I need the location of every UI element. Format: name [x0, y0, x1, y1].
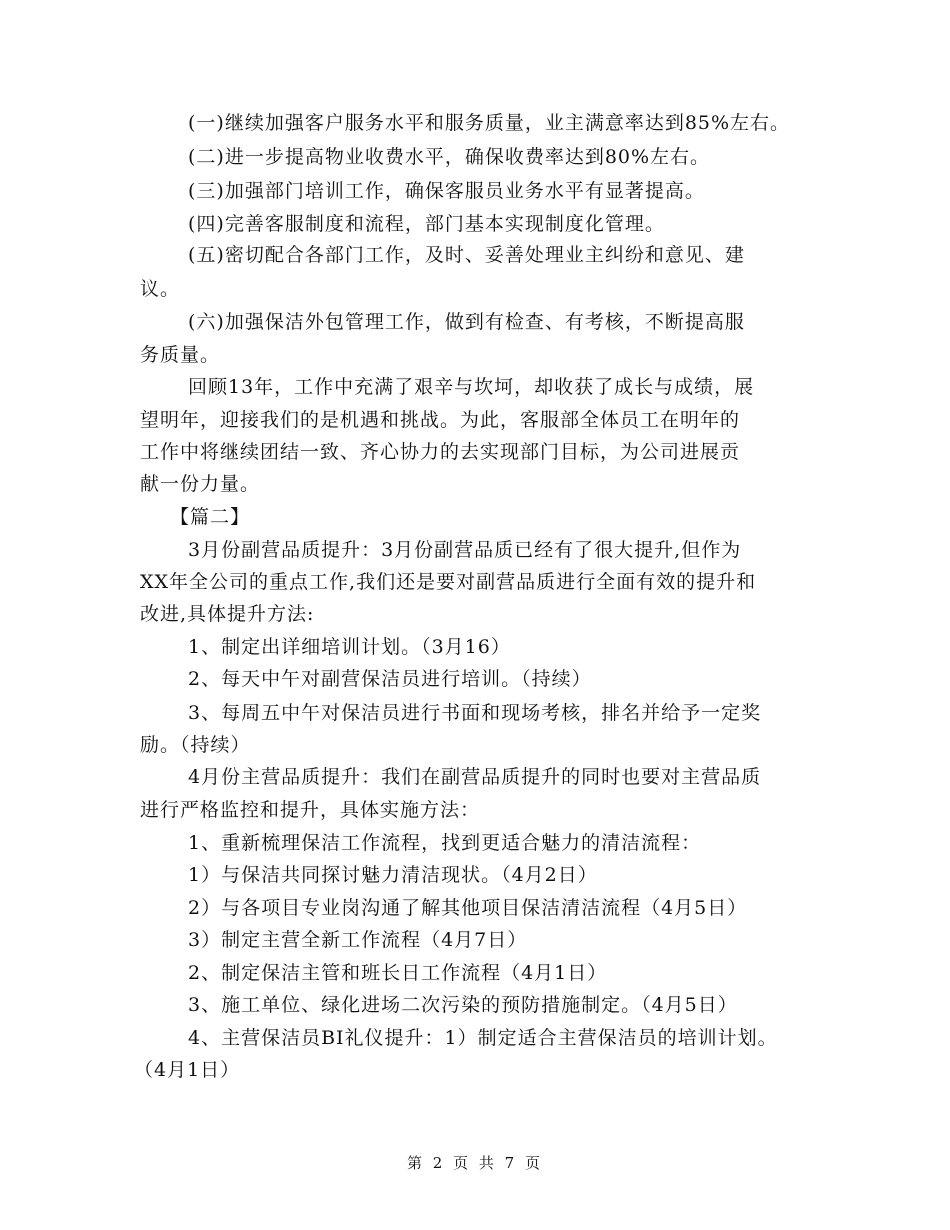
paragraph-line: 4月份主营品质提升：我们在副营品质提升的同时也要对主营品质	[188, 766, 762, 788]
paragraph-line: 进行严格监控和提升，具体实施方法：	[140, 799, 481, 821]
list-item: 1、制定出详细培训计划。（3月16）	[188, 636, 511, 658]
section-heading: 【篇二】	[170, 506, 251, 528]
paragraph-line: (四)完善客服制度和流程，部门基本实现制度化管理。	[188, 213, 665, 235]
paragraph-line: (二)进一步提高物业收费水平，确保收费率达到80%左右。	[188, 146, 711, 168]
list-item: 3、每周五中午对保洁员进行书面和现场考核，排名并给予一定奖	[188, 702, 762, 724]
list-item: 3）制定主营全新工作流程（4月7日）	[188, 929, 528, 951]
paragraph-line: XX年全公司的重点工作,我们还是要对副营品质进行全面有效的提升和	[140, 571, 757, 593]
paragraph-line: 务质量。	[140, 344, 221, 366]
page-footer: 第 2 页 共 7 页	[407, 1154, 543, 1172]
paragraph-line: 议。	[140, 278, 181, 300]
paragraph-line: 改进,具体提升方法:	[140, 603, 315, 625]
list-item: 4、主营保洁员BI礼仪提升：1）制定适合主营保洁员的培训计划。	[188, 1027, 778, 1049]
paragraph-line: (一)继续加强客户服务水平和服务质量，业主满意率达到85%左右。	[188, 112, 791, 134]
list-item: 3、施工单位、绿化进场二次污染的预防措施制定。（4月5日）	[188, 994, 738, 1016]
paragraph-line: (六)加强保洁外包管理工作，做到有检查、有考核，不断提高服	[188, 311, 745, 333]
paragraph-line: 献一份力量。	[140, 473, 261, 495]
paragraph-line: (三)加强部门培训工作，确保客服员业务水平有显著提高。	[188, 180, 705, 202]
list-item: （4月1日）	[134, 1059, 241, 1081]
paragraph-line: 望明年，迎接我们的是机遇和挑战。为此，客服部全体员工在明年的	[140, 409, 741, 431]
list-item: 励。（持续）	[140, 734, 251, 756]
paragraph-line: 回顾13年，工作中充满了艰辛与坎坷，却收获了成长与成绩，展	[188, 376, 755, 398]
list-item: 1、重新梳理保洁工作流程，找到更适合魅力的清洁流程：	[188, 832, 702, 854]
list-item: 2）与各项目专业岗沟通了解其他项目保洁清洁流程（4月5日）	[188, 897, 748, 919]
list-item: 1）与保洁共同探讨魅力清洁现状。（4月2日）	[188, 864, 598, 886]
list-item: 2、制定保洁主管和班长日工作流程（4月1日）	[188, 962, 608, 984]
paragraph-line: (五)密切配合各部门工作，及时、妥善处理业主纠纷和意见、建	[188, 244, 745, 266]
list-item: 2、每天中午对副营保洁员进行培训。（持续）	[188, 668, 592, 690]
paragraph-line: 3月份副营品质提升：3月份副营品质已经有了很大提升,但作为	[188, 539, 742, 561]
paragraph-line: 工作中将继续团结一致、齐心协力的去实现部门目标，为公司进展贡	[140, 441, 741, 463]
